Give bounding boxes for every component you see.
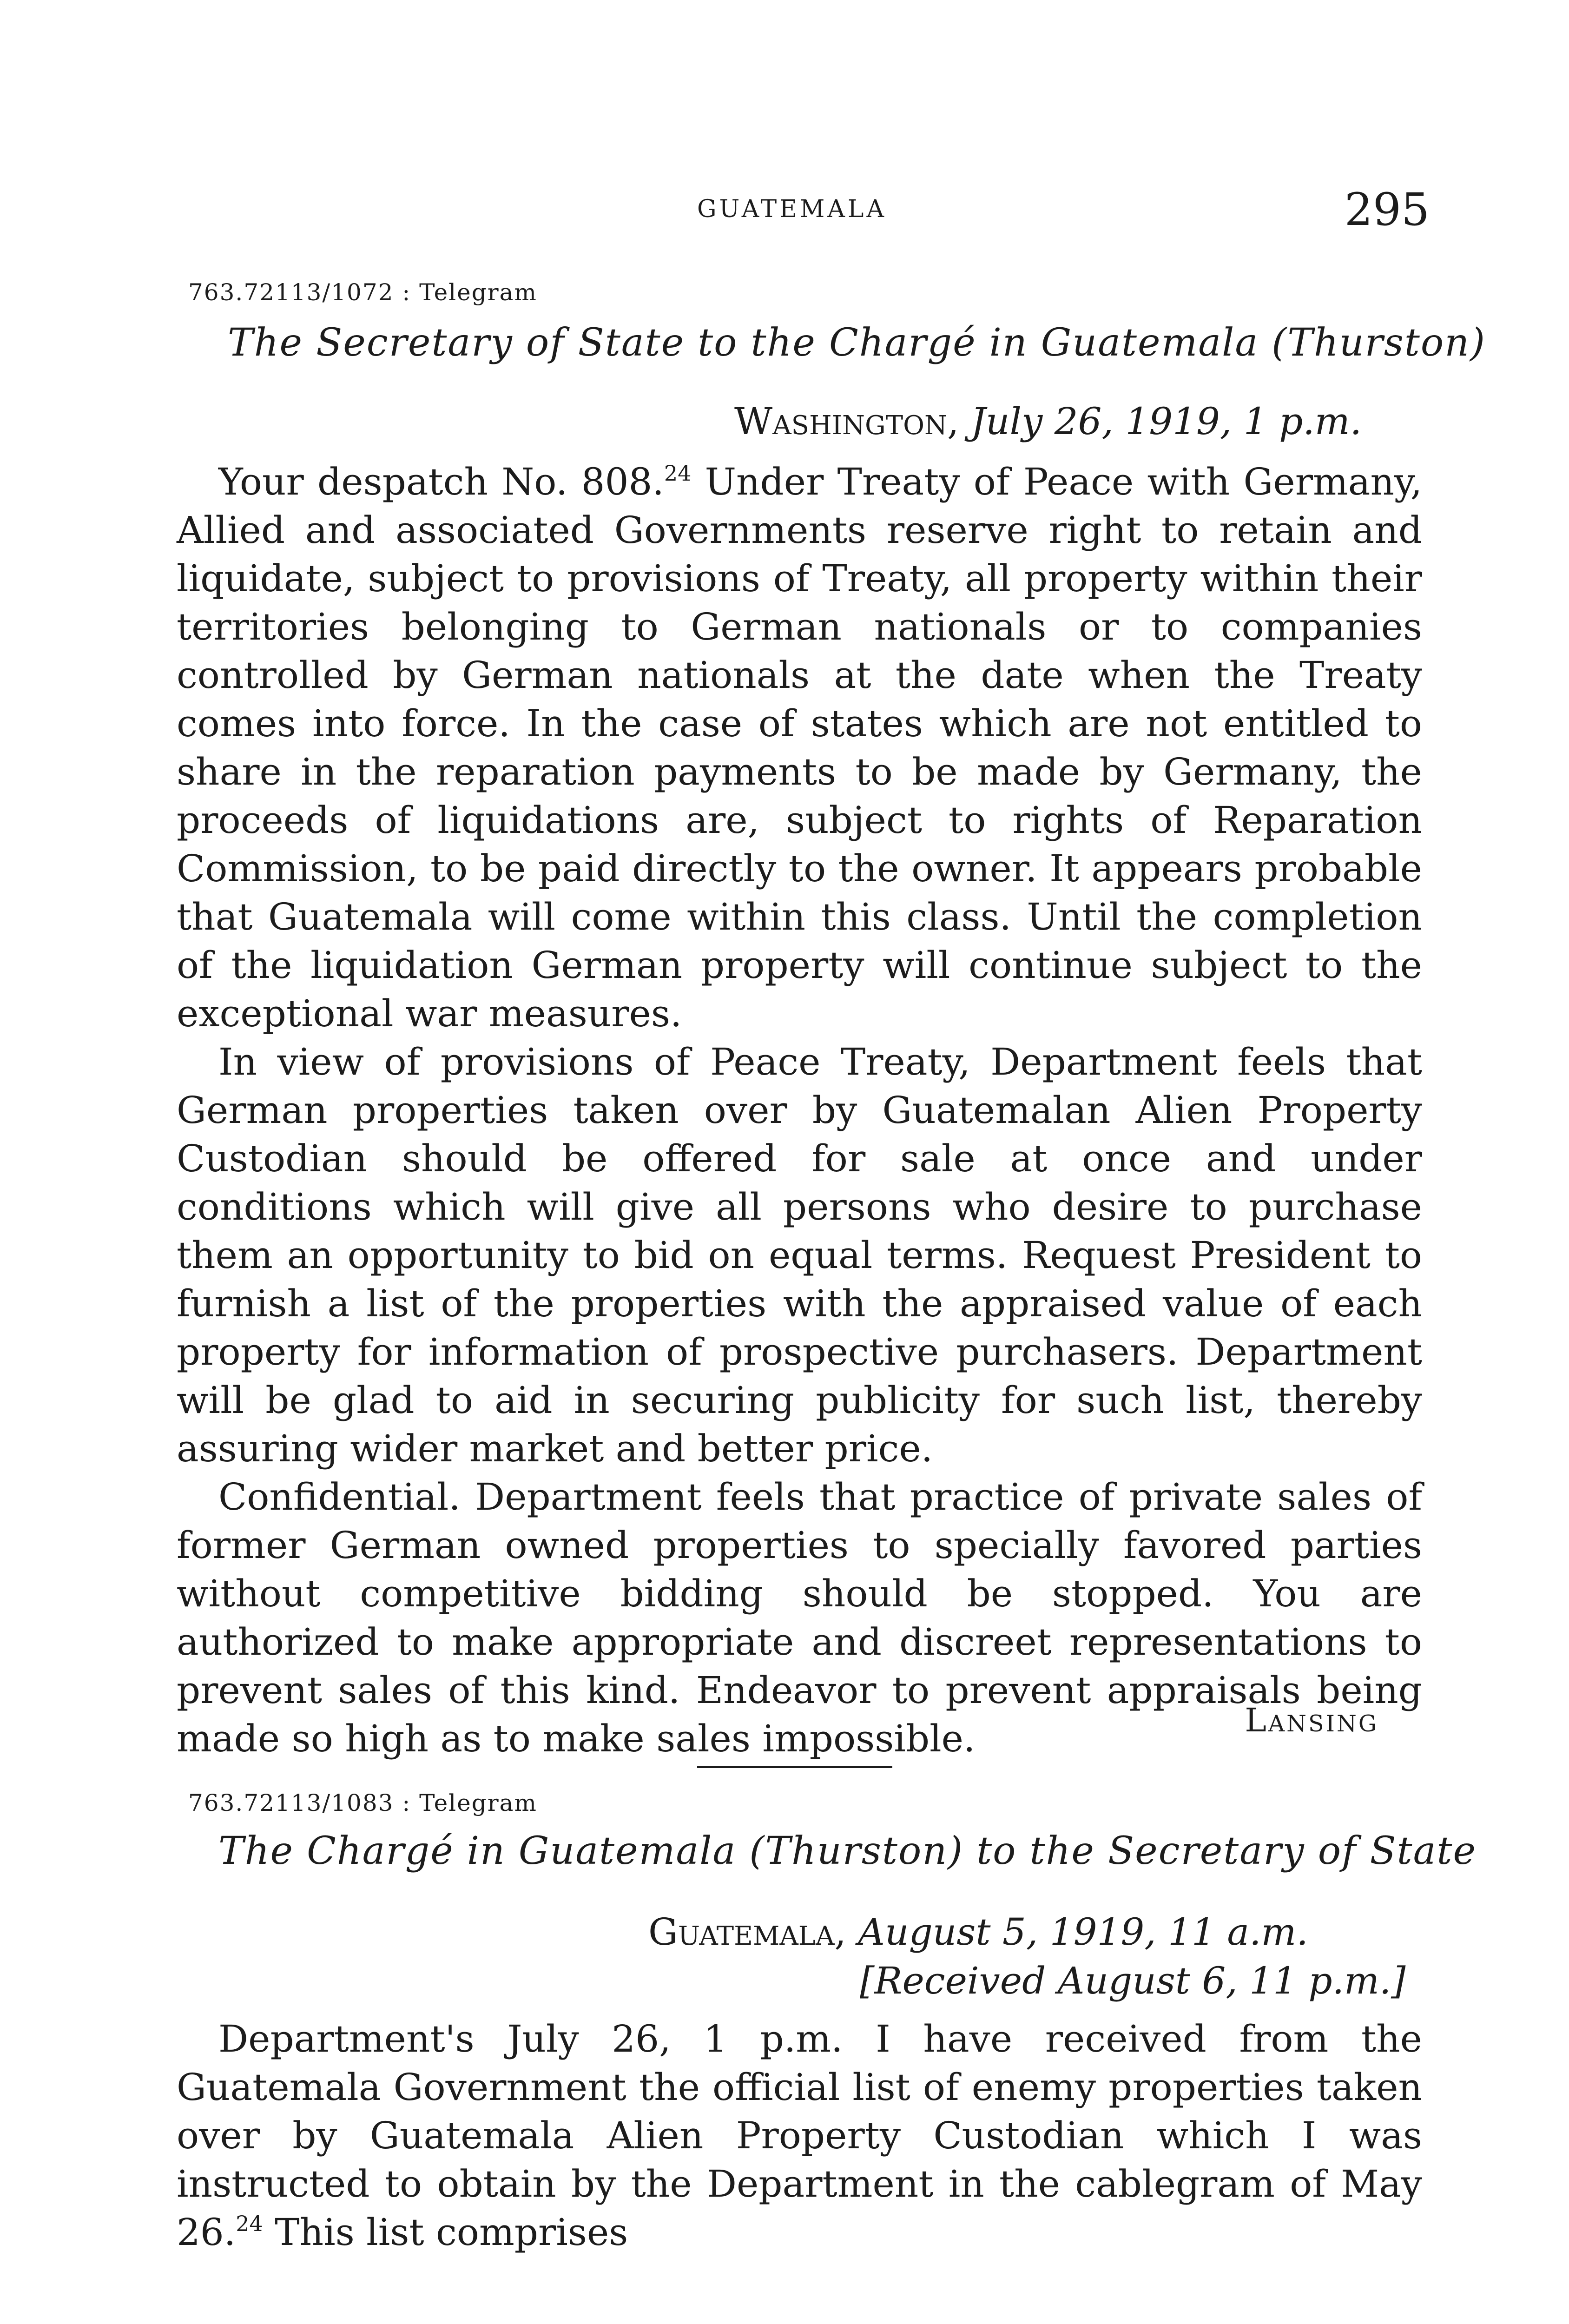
doc1-signature: Lansing — [1245, 1701, 1378, 1739]
doc1-paragraph-3: Confidential. Department feels that practice of private sales of former German owned properties to specially favored parties without competitive bidding should be stopped. You are authorized to make appropriate and discreet representations to prevent sales of this kind. Endeavor to prevent appraisals being made so high as to make sales impossible. — [177, 1475, 1422, 1760]
doc1-title: The Secretary of State to the Chargé in Guatemala (Thurston) — [228, 321, 1486, 365]
doc1-body — [177, 458, 1422, 1763]
doc1-file-reference: 763.72113/1072 : Telegram — [188, 279, 537, 306]
doc2-place: Guatemala, — [648, 1910, 846, 1954]
doc1-place: Washington, — [734, 400, 959, 443]
doc2-footnote-ref: 24 — [236, 2211, 263, 2236]
doc2-file-reference: 763.72113/1083 : Telegram — [188, 1789, 537, 1816]
doc2-title: The Chargé in Guatemala (Thurston) to the Secretary of State — [218, 1829, 1477, 1873]
doc2-received-text: [Received August 6, 11 p.m.] — [860, 1959, 1406, 2002]
doc1-footnote-ref: 24 — [664, 461, 692, 486]
section-divider — [697, 1766, 892, 1768]
doc1-paragraph-2: In view of provisions of Peace Treaty, Department feels that German properties taken over by Guatemalan Alien Property Custodian should be offered for sale at once and under conditions which will give all persons who desire to purchase them an opportunity to bid on equal terms. Request President to furnish a list of the properties with the appraised value of each property for information of prospective purchasers. Department will be glad to aid in securing publicity for such list, thereby assuring wider market and better price. — [177, 1040, 1422, 1470]
doc2-body — [177, 2015, 1422, 2257]
doc2-received — [860, 1959, 1406, 2002]
doc1-paragraph-1-body: Under Treaty of Peace with Germany, Allied and associated Governments reserve right to retain and liquidate, subject to provisions of Treaty, all property within their territories belonging to German nationals or to companies controlled by German nationals at the date when the Treaty comes into force. In the case of states which are not entitled to share in the reparation payments to be made by Germany, the proceeds of liquidations are, subject to rights of Reparation Commission, to be paid directly to the owner. It appears probable that Guatemala will come within this class. Until the completion of the liquidation German property will continue subject to the exceptional war measures. — [177, 460, 1423, 1035]
doc1-dateline — [734, 400, 1362, 443]
doc1-date: July 26, 1919, 1 p.m. — [970, 400, 1362, 443]
doc2-paragraph-1 — [177, 2015, 1422, 2257]
running-head: GUATEMALA — [697, 195, 887, 223]
page-number: 295 — [1344, 184, 1430, 236]
doc2-paragraph-1-text: Department's July 26, 1 p.m. I have received from the Guatemala Government the official list of enemy properties taken over by Guatemala Alien Property Custodian which I was instructed to obtain by the Department in the cablegram of May 26. — [177, 2017, 1422, 2254]
doc2-date: August 5, 1919, 11 a.m. — [858, 1910, 1308, 1954]
doc2-paragraph-1-tail: This list comprises — [275, 2211, 628, 2254]
doc1-paragraph-1 — [177, 458, 1422, 1038]
doc1-paragraph-1-lead: Your despatch No. 808. — [218, 460, 664, 503]
doc2-dateline — [648, 1910, 1308, 1954]
